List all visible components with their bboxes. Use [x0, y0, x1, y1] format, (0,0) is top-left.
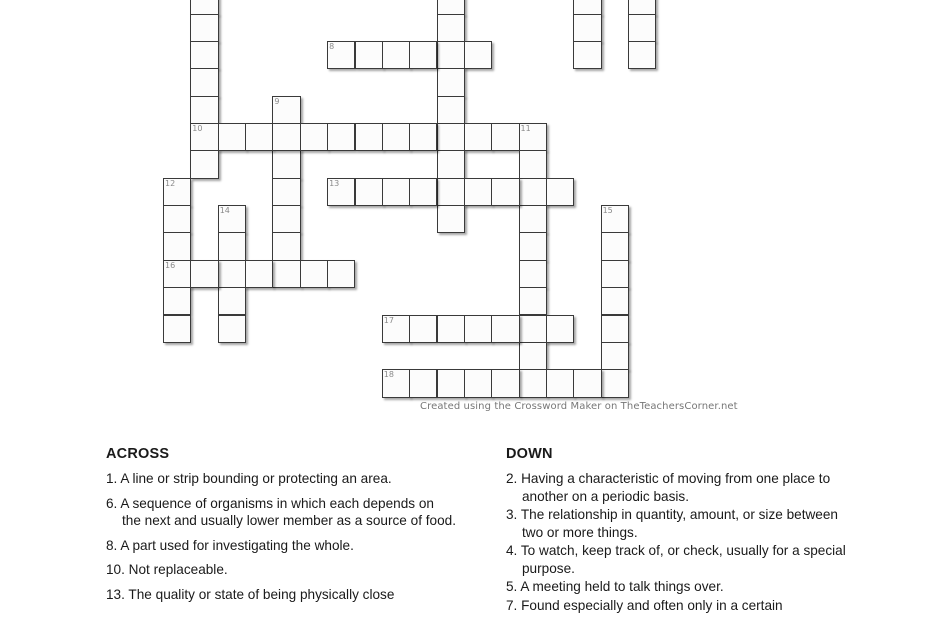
crossword-cell[interactable]	[163, 232, 191, 260]
crossword-cell[interactable]	[163, 287, 191, 315]
crossword-cell[interactable]	[437, 96, 465, 124]
crossword-cell[interactable]	[519, 150, 547, 178]
clue-number: 11	[520, 124, 531, 133]
crossword-cell[interactable]	[272, 260, 300, 288]
crossword-cell[interactable]	[327, 260, 355, 288]
crossword-cell[interactable]	[491, 123, 519, 151]
crossword-cell[interactable]	[601, 260, 629, 288]
crossword-cell[interactable]	[573, 0, 601, 15]
crossword-cell[interactable]	[519, 123, 547, 151]
crossword-cell[interactable]	[464, 123, 492, 151]
clue-number: 12	[165, 178, 176, 188]
crossword-cell[interactable]	[245, 123, 273, 151]
crossword-cell[interactable]	[355, 178, 383, 206]
crossword-cell[interactable]	[409, 123, 437, 151]
crossword-cell[interactable]	[382, 178, 410, 206]
across-clue-8: 8. A part used for investigating the whole.	[106, 537, 354, 553]
crossword-cell[interactable]	[190, 260, 218, 288]
crossword-cell[interactable]	[355, 123, 383, 151]
crossword-cell[interactable]	[272, 123, 300, 151]
down-heading: DOWN	[506, 446, 553, 462]
crossword-cell[interactable]	[382, 41, 410, 69]
down-clue-5: 5. A meeting held to talk things over.	[506, 579, 724, 594]
crossword-cell[interactable]	[519, 205, 547, 233]
crossword-cell[interactable]	[190, 41, 218, 69]
crossword-cell[interactable]	[628, 14, 656, 42]
crossword-cell[interactable]	[327, 41, 355, 69]
crossword-cell[interactable]	[218, 315, 246, 343]
down-clues	[506, 446, 856, 615]
crossword-cell[interactable]	[437, 178, 465, 206]
crossword-cell[interactable]	[382, 315, 410, 343]
clue-number: 15	[602, 206, 613, 216]
crossword-cell[interactable]	[546, 369, 574, 397]
crossword-cell[interactable]	[519, 260, 547, 288]
crossword-cell[interactable]	[190, 0, 218, 15]
clue-number: 18	[383, 370, 394, 380]
crossword-cell[interactable]	[190, 150, 218, 178]
crossword-cell[interactable]	[464, 41, 492, 69]
crossword-cell[interactable]	[409, 41, 437, 69]
crossword-cell[interactable]	[437, 0, 465, 15]
crossword-cell[interactable]	[190, 96, 218, 124]
crossword-cell[interactable]	[601, 342, 629, 370]
crossword-cell[interactable]	[519, 342, 547, 370]
crossword-cell[interactable]	[409, 315, 437, 343]
crossword-cell[interactable]	[382, 123, 410, 151]
clue-number: 9	[274, 96, 280, 106]
crossword-cell[interactable]	[491, 178, 519, 206]
down-clue-4: 4. To watch, keep track of, or check, usually for a special purpose.	[506, 543, 846, 576]
crossword-cell[interactable]	[272, 205, 300, 233]
crossword-cell[interactable]	[437, 150, 465, 178]
crossword-cell[interactable]	[163, 315, 191, 343]
crossword-cell[interactable]	[300, 123, 328, 151]
crossword-cell[interactable]	[245, 260, 273, 288]
crossword-cell[interactable]	[190, 123, 218, 151]
across-clue-13: 13. The quality or state of being physically close	[106, 586, 395, 602]
crossword-cell[interactable]	[464, 315, 492, 343]
crossword-cell[interactable]	[409, 178, 437, 206]
crossword-cell[interactable]	[491, 315, 519, 343]
crossword-cell[interactable]	[437, 123, 465, 151]
crossword-cell[interactable]	[573, 14, 601, 42]
crossword-cell[interactable]	[519, 287, 547, 315]
crossword-cell[interactable]	[628, 41, 656, 69]
crossword-cell[interactable]	[163, 260, 191, 288]
crossword-cell[interactable]	[573, 369, 601, 397]
crossword-cell[interactable]	[300, 260, 328, 288]
crossword-cell[interactable]	[218, 205, 246, 233]
down-clue-7: 7. Found especially and often only in a certain	[506, 597, 783, 613]
crossword-cell[interactable]	[437, 14, 465, 42]
crossword-cell[interactable]	[272, 178, 300, 206]
crossword-cell[interactable]	[327, 178, 355, 206]
crossword-cell[interactable]	[601, 315, 629, 343]
clue-number: 13	[329, 178, 340, 188]
across-clues	[106, 446, 456, 610]
crossword-cell[interactable]	[464, 369, 492, 397]
down-clue-3: 3. The relationship in quantity, amount, or size between two or more things.	[506, 507, 838, 540]
clue-number: 14	[219, 206, 230, 216]
clue-number: 8	[329, 42, 335, 51]
crossword-cell[interactable]	[190, 14, 218, 42]
across-clue-1: 1. A line or strip bounding or protecting an area.	[106, 471, 392, 486]
crossword-cell[interactable]	[573, 41, 601, 69]
crossword-cell[interactable]	[190, 68, 218, 96]
crossword-cell[interactable]	[163, 205, 191, 233]
crossword-cell[interactable]	[218, 260, 246, 288]
credit-text: Created using the Crossword Maker on TheTeachersCorner.net	[420, 401, 738, 412]
crossword-cell[interactable]	[546, 178, 574, 206]
clue-number: 17	[383, 315, 394, 325]
across-clue-10: 10. Not replaceable.	[106, 562, 228, 577]
crossword-cell[interactable]	[601, 205, 629, 233]
crossword-cell[interactable]	[382, 369, 410, 397]
crossword-cell[interactable]	[491, 369, 519, 397]
clue-number: 10	[192, 124, 203, 133]
crossword-cell[interactable]	[327, 123, 355, 151]
crossword-cell[interactable]	[601, 369, 629, 397]
crossword-cell[interactable]	[437, 41, 465, 69]
crossword-cell[interactable]	[437, 68, 465, 96]
crossword-cell[interactable]	[437, 369, 465, 397]
down-clue-2: 2. Having a characteristic of moving from one place to another on a periodic basis.	[506, 471, 831, 504]
crossword-cell[interactable]	[218, 232, 246, 260]
across-clue-6: 6. A sequence of organisms in which each depends on the next and usually lower member as a source of food.	[106, 495, 456, 528]
crossword-cell[interactable]	[437, 315, 465, 343]
crossword-cell[interactable]	[601, 232, 629, 260]
crossword-cell[interactable]	[163, 178, 191, 206]
crossword-cell[interactable]	[355, 41, 383, 69]
crossword-cell[interactable]	[272, 96, 300, 124]
crossword-cell[interactable]	[409, 369, 437, 397]
crossword-cell[interactable]	[519, 369, 547, 397]
crossword-cell[interactable]	[519, 315, 547, 343]
crossword-cell[interactable]	[628, 0, 656, 15]
crossword-cell[interactable]	[437, 205, 465, 233]
crossword-cell[interactable]	[519, 232, 547, 260]
crossword-cell[interactable]	[272, 232, 300, 260]
clue-number: 16	[165, 260, 176, 270]
crossword-cell[interactable]	[519, 178, 547, 206]
crossword-cell[interactable]	[546, 315, 574, 343]
crossword-cell[interactable]	[464, 178, 492, 206]
crossword-cell[interactable]	[601, 287, 629, 315]
crossword-cell[interactable]	[272, 150, 300, 178]
crossword-cell[interactable]	[218, 287, 246, 315]
crossword-cell[interactable]	[218, 123, 246, 151]
across-heading: ACROSS	[106, 446, 170, 462]
